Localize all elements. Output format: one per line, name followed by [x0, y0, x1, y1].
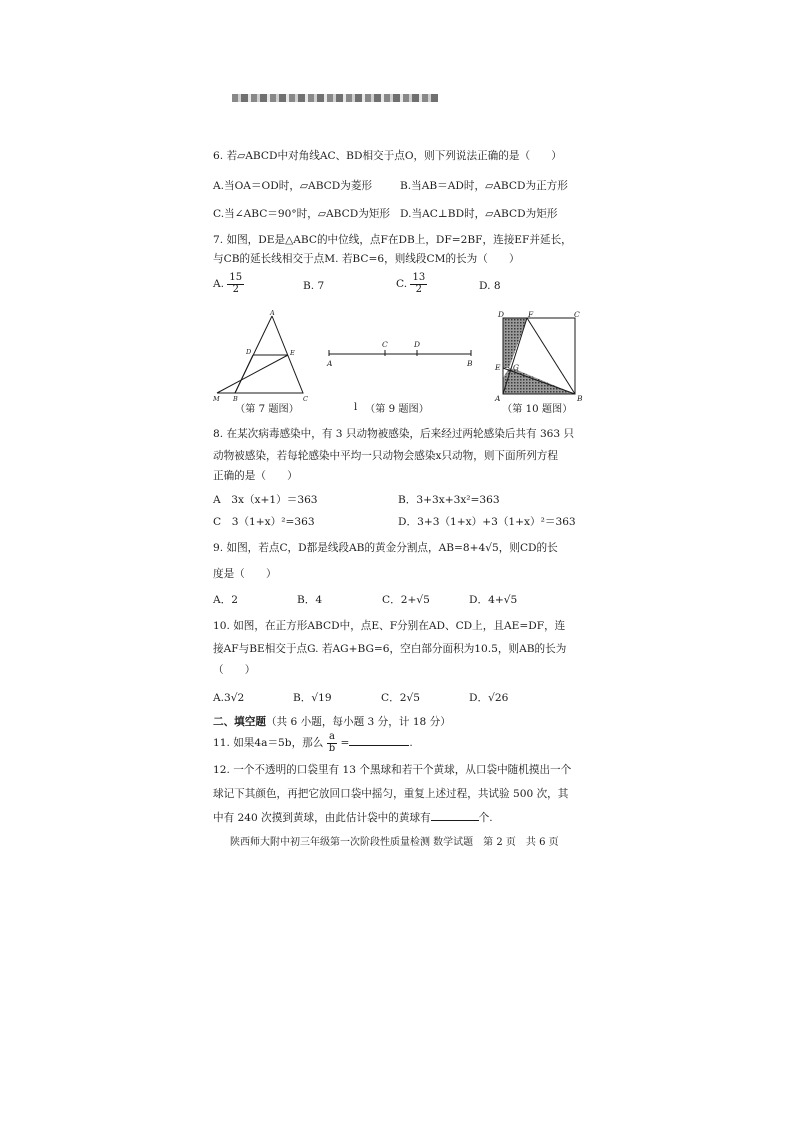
fig7-label-a: A	[270, 310, 275, 317]
fig10-label-c: C	[574, 310, 580, 319]
figure-7-triangle	[213, 310, 313, 402]
q7-stem-2: 与CB的延长线相交于点M. 若BC=6，则线段CM的长为（ ）	[213, 253, 520, 265]
q7-option-a-label: A.	[213, 278, 225, 290]
q9-stem-2: 度是（ ）	[213, 568, 277, 580]
q10-stem-3: （ ）	[213, 664, 256, 676]
q9-stem-1: 9. 如图，若点C，D都是线段AB的黄金分割点，AB=8+4√5，则CD的长	[213, 542, 558, 554]
q12-line-3	[213, 810, 493, 825]
q8-stem-3: 正确的是（ ）	[213, 470, 298, 482]
fig10-shaded-upper	[503, 318, 527, 368]
q11	[213, 732, 413, 754]
q9-option-b: B．4	[297, 594, 323, 606]
q11-fraction	[327, 732, 337, 754]
section-2-heading	[213, 716, 451, 729]
fig10-label-d: D	[498, 310, 505, 319]
q12-line-2: 球记下其颜色，再把它放回口袋中摇匀，重复上述过程，共试验 500 次，其	[213, 788, 569, 800]
q11-equals: =	[340, 737, 350, 749]
fig7-label-m: M	[213, 395, 220, 402]
q10-option-c: C．2√5	[381, 692, 420, 704]
q11-denominator: b	[328, 742, 336, 754]
fig10-label-g: G	[513, 363, 519, 372]
fig9-label-c: C	[382, 340, 388, 349]
fig7-label-c: C	[303, 395, 308, 402]
q6-option-a: A.当OA＝OD时，▱ABCD为菱形	[213, 180, 373, 192]
q10-stem-1: 10. 如图，在正方形ABCD中，点E、F分别在AD、CD上，且AE=DF，连	[213, 620, 566, 632]
figure-9-caption: （第 9 题图）	[365, 404, 429, 415]
q8-option-c: C 3（1+x）²=363	[213, 516, 315, 528]
fig9-label-a: A	[327, 359, 333, 368]
q6-option-c: C.当∠ABC＝90°时，▱ABCD为矩形	[213, 208, 391, 220]
q6-option-d: D.当AC⊥BD时，▱ABCD为矩形	[400, 208, 558, 220]
fig10-label-f: F	[528, 310, 534, 319]
stray-mark: l	[354, 402, 358, 413]
q11-answer-blank[interactable]	[349, 735, 409, 746]
q9-option-c: C．2+√5	[382, 594, 430, 606]
q11-prefix: 11. 如果4a＝5b，那么	[213, 737, 324, 749]
fig7-segment-db	[235, 355, 253, 393]
q9-option-a: A．2	[213, 594, 238, 606]
figure-10-caption: （第 10 题图）	[502, 404, 573, 415]
q7-c-numerator: 13	[412, 272, 426, 283]
q7-option-c-fraction	[410, 273, 427, 295]
q8-stem-2: 动物被感染，若每轮感染中平均一只动物会感染x只动物，则下面所列方程	[213, 450, 558, 462]
q7-c-denominator: 2	[415, 283, 423, 295]
q12-line-3-text: 中有 240 次摸到黄球，由此估计袋中的黄球有	[213, 812, 431, 824]
q12-line-1: 12. 一个不透明的口袋里有 13 个黑球和若干个黄球，从口袋中随机摸出一个	[213, 764, 572, 776]
q9-option-d: D．4+√5	[469, 594, 518, 606]
q7-option-b: B. 7	[303, 280, 325, 292]
fig10-label-b: B	[577, 394, 583, 402]
q6-stem: 6. 若▱ABCD中对角线AC、BD相交于点O，则下列说法正确的是（ ）	[213, 150, 562, 162]
q7-option-c	[396, 273, 427, 295]
q8-option-a: A 3x（x+1）＝363	[213, 494, 318, 506]
q7-a-denominator: 2	[232, 283, 239, 295]
q12-answer-blank[interactable]	[431, 810, 479, 821]
page-footer: 陕西师大附中初三年级第一次阶段性质量检测 数学试题 第 2 页 共 6 页	[230, 837, 559, 848]
figure-9-segment	[325, 338, 477, 378]
fig7-label-b: B	[233, 395, 238, 402]
fig7-label-d: D	[246, 348, 252, 356]
q6-option-b: B.当AB＝AD时，▱ABCD为正方形	[400, 180, 568, 192]
fig7-line-me	[217, 355, 288, 393]
q7-option-a	[213, 273, 244, 295]
q12-line-3-end: 个.	[478, 812, 493, 824]
fig10-label-e: E	[495, 363, 501, 372]
section-2-note: （共 6 小题，每小题 3 分，计 18 分）	[265, 716, 451, 728]
fig7-label-e: E	[290, 349, 295, 357]
q11-numerator: a	[327, 732, 337, 744]
q10-option-d: D．√26	[469, 692, 509, 704]
q7-option-c-label: C.	[396, 278, 408, 290]
q10-option-b: B．√19	[293, 692, 332, 704]
fig10-label-a: A	[495, 394, 501, 402]
q8-option-b: B．3+3x+3x²=363	[398, 494, 500, 506]
q8-option-d: D．3+3（1+x）+3（1+x）²＝363	[398, 516, 576, 528]
q7-stem-1: 7. 如图，DE是△ABC的中位线，点F在DB上，DF=2BF，连接EF并延长，	[213, 234, 572, 246]
fig9-label-d: D	[414, 340, 421, 349]
q10-option-a: A.3√2	[213, 692, 245, 704]
figure-10-square	[493, 310, 585, 402]
figure-7-caption: （第 7 题图）	[235, 404, 299, 415]
scan-artifact-strip	[232, 94, 438, 102]
q11-end: .	[409, 737, 413, 749]
q10-stem-2: 接AF与BE相交于点G. 若AG+BG=6，空白部分面积为10.5，则AB的长为	[213, 643, 567, 655]
q8-stem-1: 8. 在某次病毒感染中，有 3 只动物被感染，后来经过两轮感染后共有 363 只	[213, 428, 575, 440]
fig9-label-b: B	[467, 359, 473, 368]
section-2-title: 二、填空题	[213, 716, 266, 728]
q7-option-a-fraction	[227, 273, 244, 295]
q7-a-numerator: 15	[229, 272, 243, 283]
q7-option-d: D. 8	[479, 280, 501, 292]
